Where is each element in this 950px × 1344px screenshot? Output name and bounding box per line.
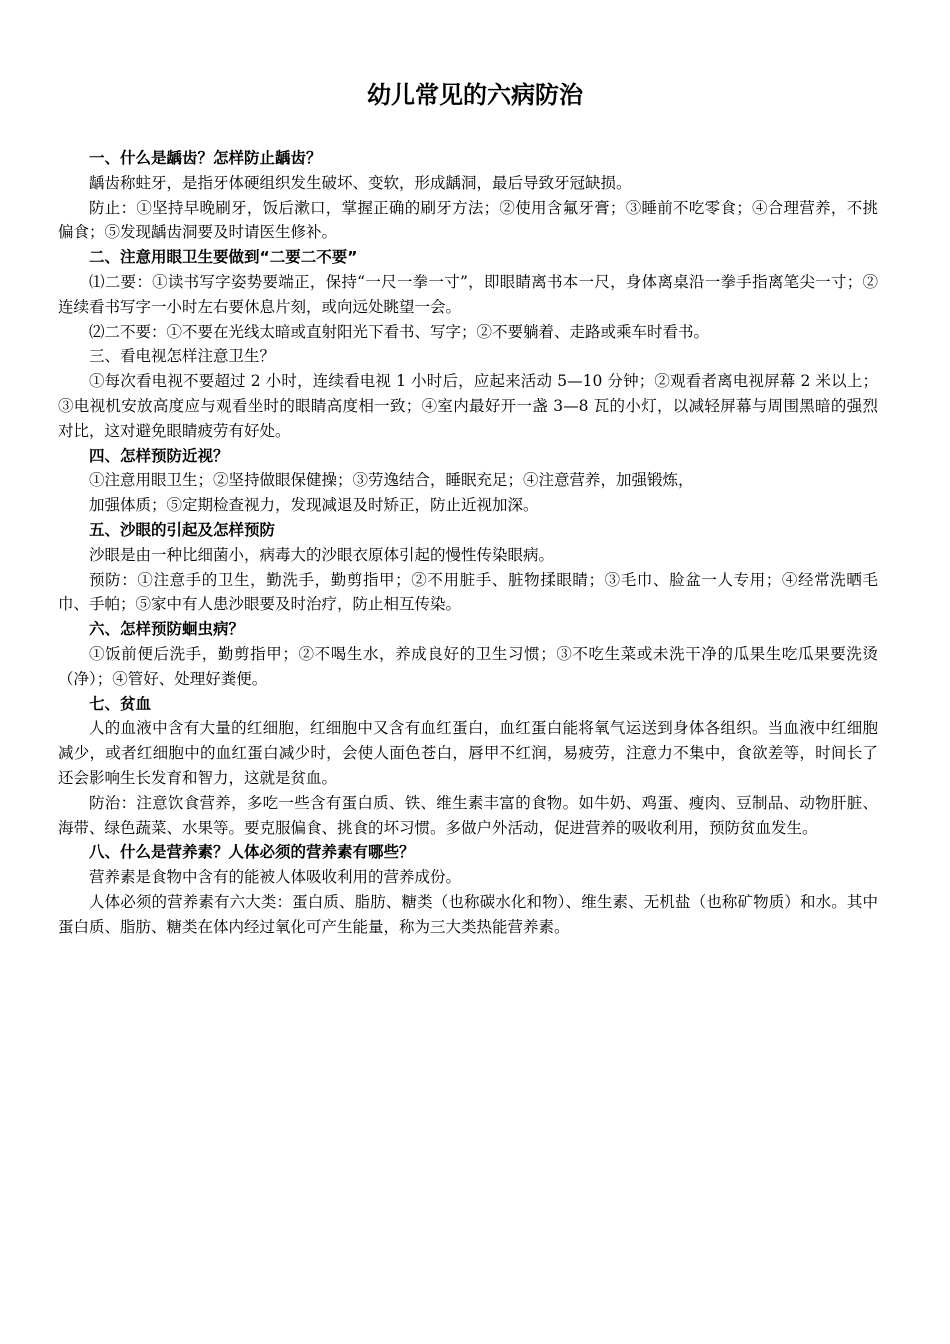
- paragraph: 防止：①坚持早晚刷牙，饭后漱口，掌握正确的刷牙方法；②使用含氟牙膏；③睡前不吃零食；④合理营养，不挑偏食；⑤发现龋齿洞要及时请医生修补。: [58, 198, 878, 242]
- paragraph: 人体必须的营养素有六大类：蛋白质、脂肪、糖类（也称碳水化和物）、维生素、无机盐（也称矿物质）和水。其中蛋白质、脂肪、糖类在体内经过氧化可产生能量，称为三大类热能营养素。: [58, 892, 878, 936]
- paragraph: ⑵二不要：①不要在光线太暗或直射阳光下看书、写字；②不要躺着、走路或乘车时看书。: [89, 322, 710, 341]
- page-title: 幼儿常见的六病防治: [367, 81, 583, 109]
- section-heading-4: 四、怎样预防近视？: [89, 446, 229, 465]
- paragraph: ①注意用眼卫生；②坚持做眼保健操；③劳逸结合，睡眠充足；④注意营养，加强锻炼，: [89, 471, 694, 490]
- section-heading-3: 三、看电视怎样注意卫生？: [89, 347, 276, 366]
- paragraph: 加强体质；⑤定期检查视力，发现减退及时矫正，防止近视加深。: [89, 496, 539, 515]
- section-heading-6: 六、怎样预防蛔虫病？: [89, 620, 245, 639]
- paragraph: 预防：①注意手的卫生，勤洗手，勤剪指甲；②不用脏手、脏物揉眼睛；③毛巾、脸盆一人专用；④经常洗晒毛巾、手帕；⑤家中有人患沙眼要及时治疗，防止相互传染。: [58, 570, 878, 614]
- paragraph: 防治：注意饮食营养，多吃一些含有蛋白质、铁、维生素丰富的食物。如牛奶、鸡蛋、瘦肉、豆制品、动物肝脏、海带、绿色蔬菜、水果等。要克服偏食、挑食的坏习惯。多做户外活动，促进营养的吸收利用，预防贫血发生。: [58, 793, 878, 837]
- section-heading-5: 五、沙眼的引起及怎样预防: [89, 520, 276, 539]
- document-body: [58, 146, 878, 940]
- section-heading-7: 七、贫血: [89, 694, 152, 713]
- section-heading-1: 一、什么是龋齿？怎样防止龋齿？: [89, 149, 322, 167]
- paragraph: 沙眼是由一种比细菌小，病毒大的沙眼衣原体引起的慢性传染眼病。: [89, 545, 555, 564]
- section-heading-8: 八、什么是营养素？人体必须的营养素有哪些？: [89, 843, 415, 862]
- paragraph: ①饭前便后洗手，勤剪指甲；②不喝生水，养成良好的卫生习惯；③不吃生菜或未洗干净的瓜果生吃瓜果要洗烫（净）；④管好、处理好粪便。: [58, 644, 878, 688]
- paragraph: 营养素是食物中含有的能被人体吸收利用的营养成份。: [89, 868, 462, 887]
- paragraph: 人的血液中含有大量的红细胞，红细胞中又含有血红蛋白，血红蛋白能将氧气运送到身体各组织。当血液中红细胞减少，或者红细胞中的血红蛋白减少时，会使人面色苍白，唇甲不红润，易疲劳，注意力不集中，食欲差等，时间长了还会影响生长发育和智力，这就是贫血。: [58, 719, 878, 787]
- paragraph: ①每次看电视不要超过 2 小时，连续看电视 1 小时后，应起来活动 5—10 分钟；②观看者离电视屏幕 2 米以上；③电视机安放高度应与观看坐时的眼睛高度相一致；④室内最好开一盏 3—8 瓦的小灯，以减轻屏幕与周围黑暗的强烈对比，这对避免眼睛疲劳有好处。: [58, 372, 878, 440]
- paragraph: 龋齿称蛀牙，是指牙体硬组织发生破坏、变软，形成龋洞，最后导致牙冠缺损。: [89, 173, 632, 192]
- section-heading-2: 二、注意用眼卫生要做到“二要二不要”: [89, 248, 358, 267]
- paragraph: ⑴二要：①读书写字姿势要端正，保持“一尺一拳一寸”，即眼睛离书本一尺，身体离桌沿一拳手指离笔尖一寸；②连续看书写字一小时左右要休息片刻，或向远处眺望一会。: [58, 272, 878, 316]
